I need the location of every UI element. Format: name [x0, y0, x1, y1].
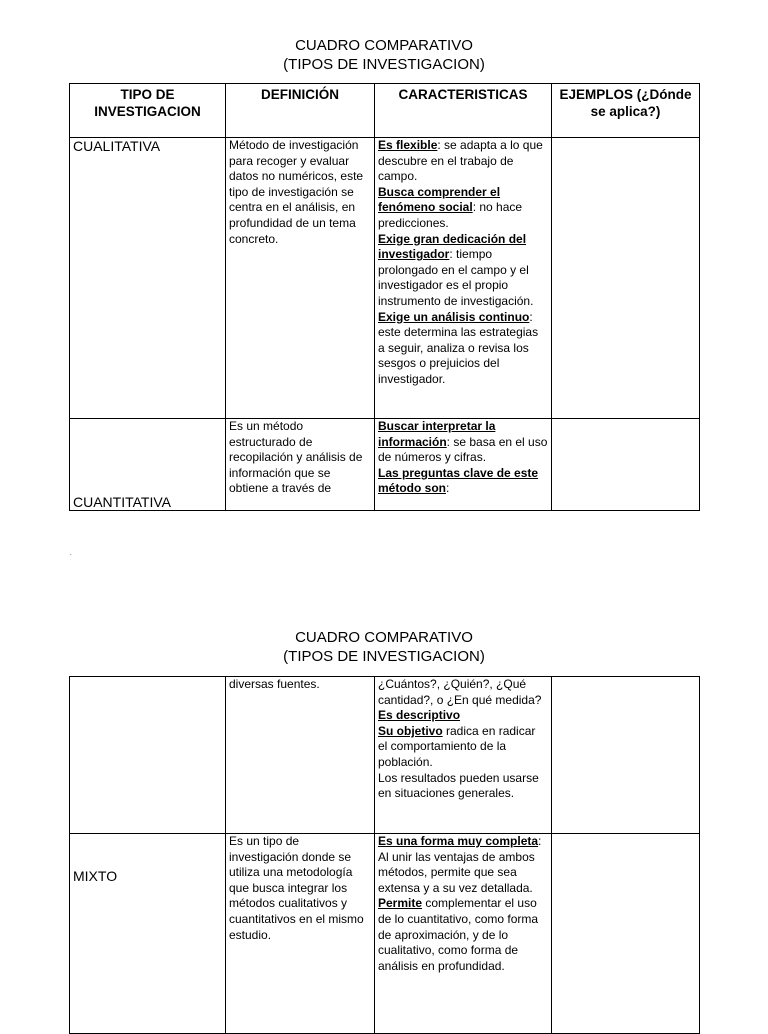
caracteristicas-cell [375, 834, 552, 1034]
ejemplos-cell [552, 677, 700, 834]
feature-heading: Exige gran dedicación del investigador [378, 231, 527, 262]
feature-text: : no hace predicciones. [378, 200, 523, 230]
header-tipo: TIPO DE INVESTIGACION [70, 84, 226, 138]
ejemplos-cell [552, 419, 700, 511]
ejemplos-cell [552, 138, 700, 419]
feature-text: Los resultados pueden usarse en situaciones generales. [378, 770, 539, 801]
feature-heading: Su objetivo [378, 723, 443, 738]
feature-text: ¿Cuántos?, ¿Quién?, ¿Qué cantidad?, o ¿En qué medida? [378, 677, 542, 707]
table-row [70, 677, 700, 834]
header-caracteristicas: CARACTERISTICAS [375, 84, 552, 138]
header-definicion: DEFINICIÓN [226, 84, 375, 138]
feature-heading: Permite [378, 896, 423, 911]
feature-heading: Las preguntas clave de este método son [378, 465, 539, 496]
feature-heading: Exige un análisis continuo [378, 309, 530, 324]
feature-text: : se basa en el uso de números y cifras. [378, 434, 548, 465]
ejemplos-cell [552, 834, 700, 1034]
caracteristicas-cell [375, 419, 552, 511]
page-title [0, 628, 768, 666]
feature-text: : [446, 481, 450, 496]
feature-heading: Es flexible [378, 138, 438, 152]
definicion-cell: Método de investigación para recoger y evaluar datos no numéricos, este tipo de investigación se centra en el análisis, en profundidad de un tema concreto. [226, 138, 375, 419]
comparison-table-page-2 [69, 676, 700, 1034]
tipo-cell [70, 677, 226, 834]
tipo-cell: CUALITATIVA [70, 138, 226, 419]
table-row [70, 138, 700, 419]
feature-heading: Busca comprender el fenómeno social [378, 184, 501, 215]
table-row [70, 834, 700, 1034]
page-title [0, 36, 768, 74]
title-line-2: (TIPOS DE INVESTIGACION) [283, 56, 485, 73]
title-line-1: CUADRO COMPARATIVO [295, 629, 473, 646]
feature-text: : se adapta a lo que descubre en el trabajo de campo. [378, 138, 543, 184]
feature-heading: Buscar interpretar la información [378, 419, 496, 449]
header-ejemplos: EJEMPLOS (¿Dónde se aplica?) [552, 84, 700, 138]
feature-heading: Es descriptivo [378, 708, 461, 723]
definicion-cell: Es un tipo de investigación donde se utiliza una metodología que busca integrar los métodos cualitativos y cuantitativos en el mismo estudio. [226, 834, 375, 1034]
page-dot: . [70, 551, 72, 557]
feature-text: : tiempo prolongado en el campo y el investigador es el propio instrumento de investigación. [378, 247, 534, 308]
definicion-cell: diversas fuentes. [226, 677, 375, 834]
caracteristicas-cell [375, 138, 552, 419]
tipo-cell: MIXTO [70, 834, 226, 1034]
comparison-table-page-1 [69, 83, 700, 511]
table-row [70, 419, 700, 511]
definicion-cell: Es un método estructurado de recopilación y análisis de información que se obtiene a través de [226, 419, 375, 511]
feature-text: complementar el uso de lo cuantitativo, como forma de aproximación, y de lo cualitativo, como forma de análisis en profundidad. [378, 896, 539, 973]
feature-heading: Es una forma muy completa [378, 834, 539, 848]
feature-text: radica en radicar el comportamiento de la población. [378, 723, 536, 769]
feature-text: : este determina las estrategias a seguir, analiza o revisa los sesgos o prejuicios del investigador. [378, 309, 539, 386]
tipo-cell: CUANTITATIVA [70, 419, 226, 511]
title-line-2: (TIPOS DE INVESTIGACION) [283, 648, 485, 665]
title-line-1: CUADRO COMPARATIVO [295, 37, 473, 54]
caracteristicas-cell [375, 677, 552, 834]
header-row [70, 84, 700, 138]
feature-text: : Al unir las ventajas de ambos métodos, permite que sea extensa y a su vez detallada. [378, 834, 542, 895]
